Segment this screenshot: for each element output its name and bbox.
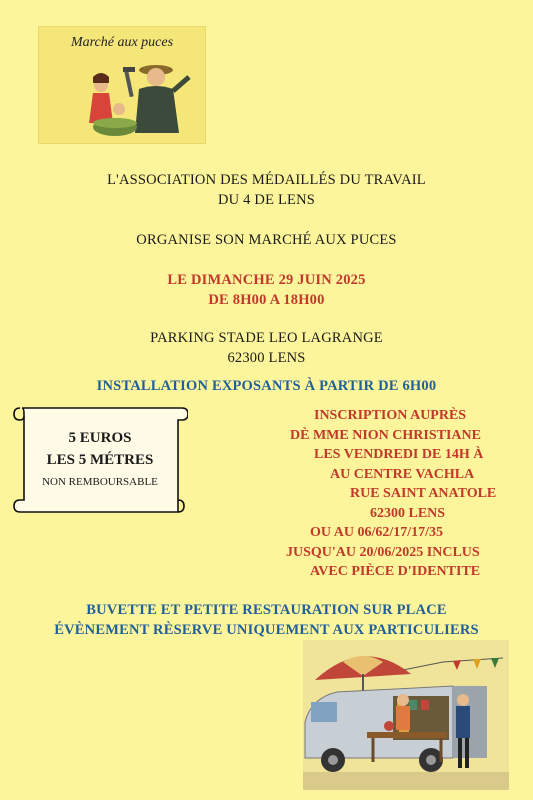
logo-title: Marché aux puces (70, 35, 174, 50)
date-line-1: LE DIMANCHE 29 JUIN 2025 (167, 272, 366, 288)
date-line-2: DE 8H00 A 18H00 (208, 292, 325, 308)
location-line-2: 62300 LENS (227, 350, 306, 366)
inscription-line: JUSQU'AU 20/06/2025 INCLUS (286, 544, 480, 560)
inscription-line: DÈ MME NION CHRISTIANE (290, 427, 481, 443)
flea-market-illustration-icon (39, 27, 205, 143)
market-truck-illustration (303, 640, 509, 790)
installation-line: INSTALLATION EXPOSANTS À PARTIR DE 6H00 (96, 378, 437, 394)
organise-line: ORGANISE SON MARCHÉ AUX PUCES (136, 232, 397, 248)
inscription-block (270, 406, 533, 582)
association-line-2: DU 4 DE LENS (217, 192, 316, 208)
inscription-line: 62300 LENS (370, 505, 446, 521)
price-scroll (12, 400, 188, 520)
inscription-line: RUE SAINT ANATOLE (350, 486, 497, 501)
inscription-line: AVEC PIÈCE D'IDENTITE (310, 564, 481, 579)
association-line-1: L'ASSOCIATION DES MÉDAILLÉS DU TRAVAIL (107, 172, 426, 188)
inscription-line: OU AU 06/62/17/17/35 (310, 525, 444, 540)
footer-line-2: ÉVÈNEMENT RÈSERVE UNIQUEMENT AUX PARTICULIERS (54, 622, 479, 638)
market-truck-illustration-icon (303, 640, 509, 790)
footer-line-1: BUVETTE ET PETITE RESTAURATION SUR PLACE (86, 602, 447, 618)
flea-market-logo (38, 26, 206, 144)
price-line-3: NON REMBOURSABLE (42, 476, 158, 488)
inscription-line: AU CENTRE VACHLA (330, 466, 475, 482)
price-line-1: 5 EUROS (68, 430, 132, 446)
location-line-1: PARKING STADE LEO LAGRANGE (150, 330, 383, 346)
price-line-2: LES 5 MÉTRES (46, 452, 154, 468)
inscription-line: LES VENDREDI DE 14H À (314, 447, 484, 462)
inscription-line: INSCRIPTION AUPRÈS (314, 408, 467, 423)
